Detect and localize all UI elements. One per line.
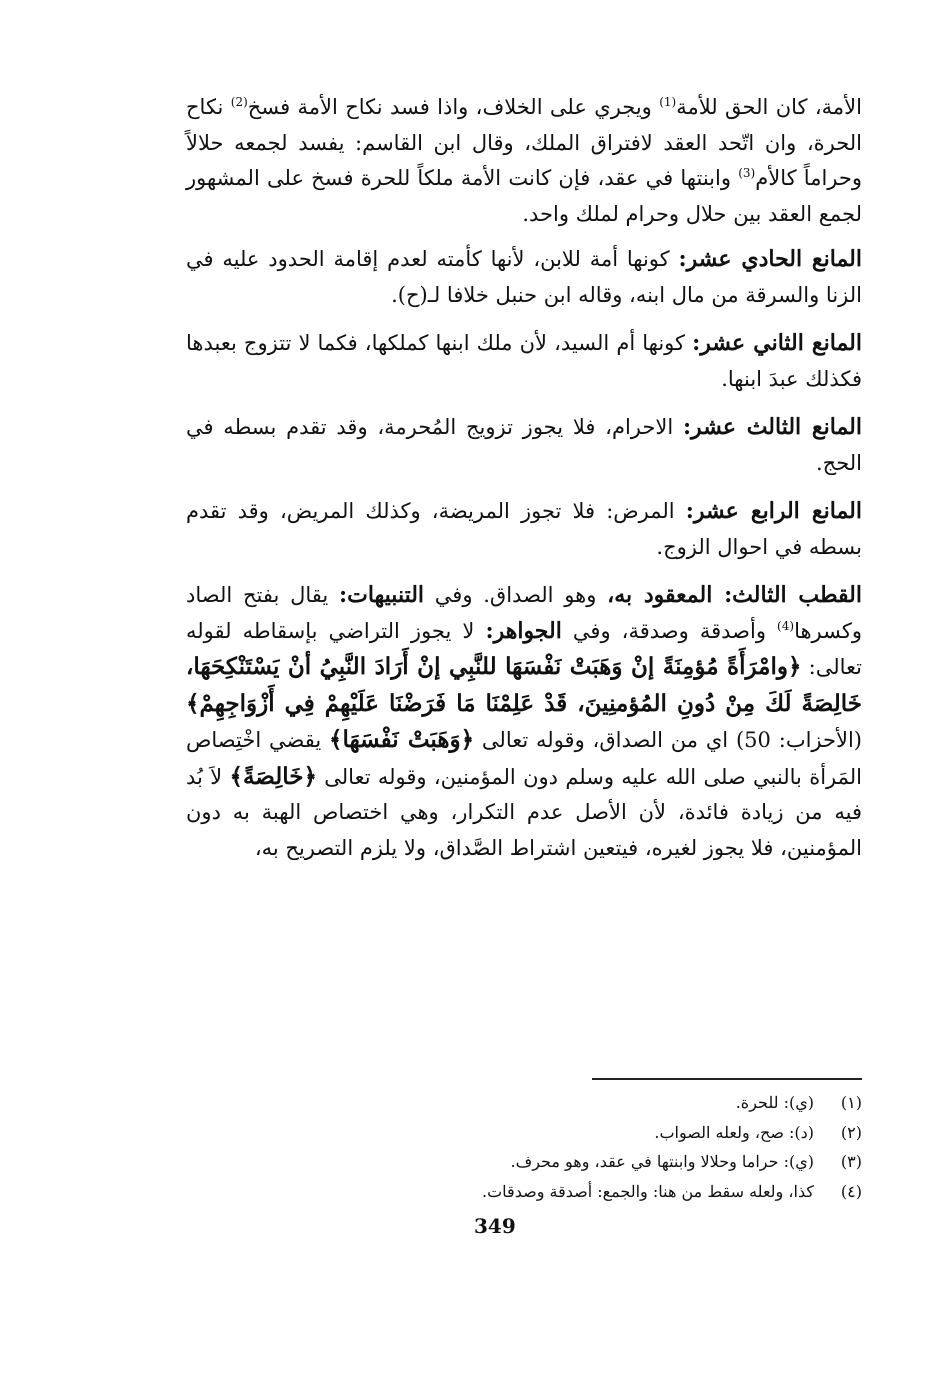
book-title-jawahir: الجواهر: <box>485 617 562 644</box>
footnote-ref-2: (2) <box>230 95 248 109</box>
section-heading: المانع الثالث عشر: <box>682 414 862 440</box>
section-heading: القطب الثالث: المعقود به، <box>607 582 862 608</box>
paragraph-6-text-a: وهو الصداق. وفي <box>424 583 608 607</box>
paragraph-6 <box>186 578 862 866</box>
paragraph-text: كونها أمة للابن، لأنها كأمته لعدم إقامة الحدود عليه في الزنا والسرقة من مال ابنه، وقاله ابن حنبل خلافا لـ(ح). <box>186 247 862 307</box>
paragraph-1-text-b: ويجري على الخلاف، واذا فسد نكاح الأمة فسخ <box>247 95 660 119</box>
footnote-number: (٤) <box>840 1181 862 1201</box>
footnotes <box>186 1088 862 1206</box>
footnote-divider <box>592 1078 862 1080</box>
footnote-text: كذا، ولعله سقط من هنا: والجمع: أصدقة وصدقات. <box>482 1181 814 1201</box>
quran-verse: ﴿خَالِصَةً﴾ <box>229 762 317 790</box>
footnote-number: (٣) <box>840 1152 862 1171</box>
quran-verse: ﴿وامْرَأَةً مُؤمِنَةً إنْ وَهَبَتْ نَفْسَهَا للنَّبِي إنْ أَرَادَ النَّبِيُ أنْ يَسْتَنْكِحَهَا، خَالِصَةً لَكَ مِنْ دُونِ المُؤمنِينَ، قَدْ عَلِمْنَا مَا فَرَضْنَا عَلَيْهِمْ فِي أَزْوَاجِهِمْ﴾ <box>186 653 862 717</box>
footnote-ref-1: (1) <box>659 95 677 109</box>
footnote-text: (د): صح، ولعله الصواب. <box>654 1122 814 1142</box>
footnote-item <box>186 1118 862 1148</box>
paragraph-1-text-c: نكاح الحرة، وان اتّحد العقد لافتراق الملك، وقال ابن القاسم: يفسد لجمعه حلالاً وحراماً كالأم <box>186 95 862 190</box>
paragraph-6-text-f: يقضي اخْتِصاص المَرأة بالنبي صلى الله عليه وسلم دون المؤمنين، وقوله تعالى <box>186 728 862 789</box>
section-heading: المانع الرابع عشر: <box>685 498 862 524</box>
quran-verse: ﴿وَهَبَتْ نَفْسَهَا﴾ <box>329 726 475 753</box>
paragraph-6-text-b: يقال بفتح الصاد وكسرها <box>186 583 862 643</box>
paragraph-text: المرض: فلا تجوز المريضة، وكذلك المريض، وقد تقدم بسطه في احوال الزوج. <box>186 499 862 559</box>
paragraph-1-text-a: الأمة، كان الحق للأمة <box>676 95 862 119</box>
footnote-item <box>186 1177 862 1207</box>
page-number: 349 <box>474 1214 516 1238</box>
paragraph-text: الاحرام، فلا يجوز تزويج المُحرمة، وقد تقدم بسطه في الحج. <box>186 415 862 475</box>
section-heading: المانع الثاني عشر: <box>692 330 862 356</box>
paragraph-2 <box>186 242 862 313</box>
paragraph-3 <box>186 326 862 397</box>
footnote-ref-4: (4) <box>777 618 795 633</box>
paragraph-6-text-e: (الأحزاب: 50) اي من الصداق، وقوله تعالى <box>474 728 862 752</box>
footnote-number: (٢) <box>840 1122 862 1142</box>
paragraph-1 <box>186 90 862 232</box>
book-title-tanbihat: التنبيهات: <box>338 582 425 608</box>
paragraph-4 <box>186 410 862 481</box>
footnote-number: (١) <box>840 1093 862 1112</box>
paragraph-6-text-d: لا يجوز التراضي بإسقاطه لقوله تعالى: <box>186 618 862 679</box>
main-text <box>186 90 862 879</box>
footnote-item <box>186 1147 862 1177</box>
footnote-text: (ي): للحرة. <box>735 1093 814 1112</box>
paragraph-text: كونها أم السيد، لأن ملك ابنها كملكها، فكما لا تتزوج بعبدها فكذلك عبدَ ابنها. <box>186 331 862 391</box>
section-heading: المانع الحادي عشر: <box>678 246 862 272</box>
paragraph-1-text-d: وابنتها في عقد، فإن كانت الأمة ملكاً للحرة فسخ على المشهور لجمع العقد بين حلال وحرام لملك واحد. <box>186 166 862 226</box>
paragraph-6-text-c: وأصدقة وصدقة، وفي <box>561 618 778 643</box>
footnote-item <box>186 1088 862 1118</box>
paragraph-6-text-g: لاَ بُد فيه من زيادة فائدة، لأن الأصل عدم التكرار، وهي اختصاص الهبة به دون المؤمنين، فلا يجوز لغيره، فيتعين اشتراط الصَّداق، ولا يلزم التصريح به، <box>186 764 862 860</box>
footnote-text: (ي): حراما وحلالا وابنتها في عقد، وهو محرف. <box>510 1152 814 1171</box>
paragraph-5 <box>186 494 862 565</box>
footnote-ref-3: (3) <box>738 166 756 180</box>
